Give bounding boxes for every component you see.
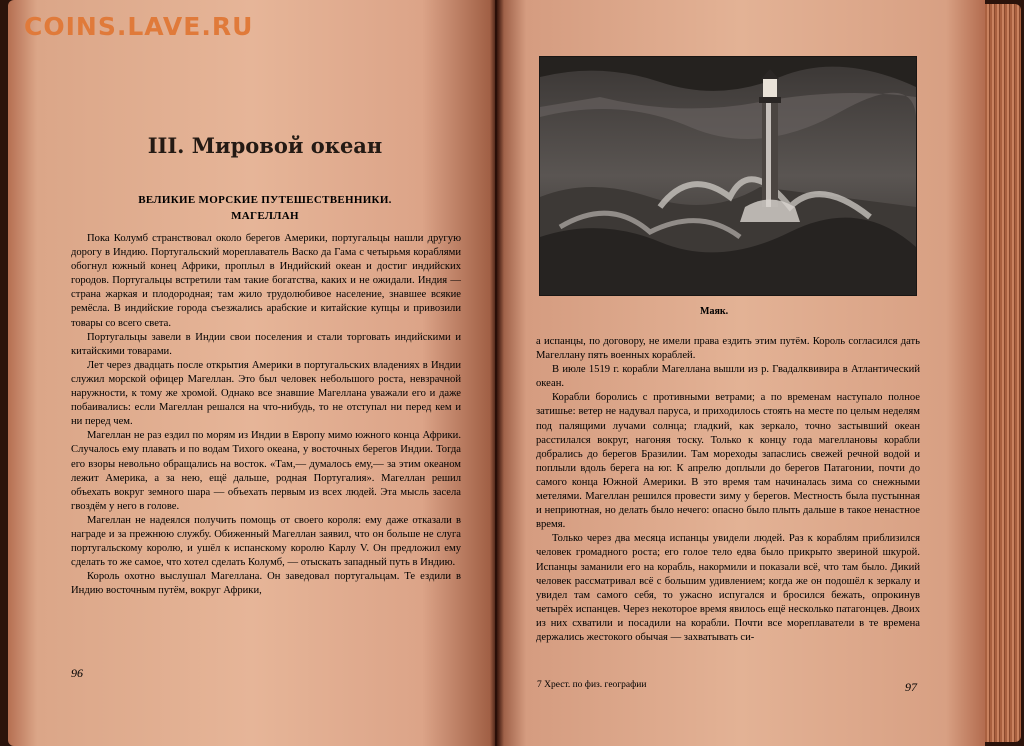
book-gutter <box>490 0 504 746</box>
page-footer: 7 Хрест. по физ. географии <box>537 680 647 690</box>
paragraph: Лет через двадцать после открытия Америки в португальских владениях в Индии служил морской офицер Магеллан. Это был человек небольшого роста, невзрачной наружности, к тому же хромой. Однако все знавшие Магеллана уважали его и даже побаивались: если Магеллан решался на что-нибудь, то не отступал ни перед кем и ни перед чем. <box>71 359 461 428</box>
paragraph: Только через два месяца испанцы увидели людей. Раз к кораблям приблизился человек громадного роста; его голое тело едва было прикрыто звериной шкурой. Испанцы заманили его на корабль, накормили и показали всё, что там было. Дикий человек рассматривал всё с большим удивлением; когда же он подошёл к зеркалу и увидел там самого себя, то ужасно испугался и бросился бежать, опрокинув четырёх испанцев. Через некоторое время явилось ещё несколько патагонцев. Двоих из них схватили и посадили на корабли. Почти все мореплаватели в те времена держались жестокого обычая — захватывать си- <box>536 533 920 643</box>
paragraph: В июле 1519 г. корабли Магеллана вышли из р. Гвадалквивира в Атлантический океан. <box>536 364 920 390</box>
section-title-line1: ВЕЛИКИЕ МОРСКИЕ ПУТЕШЕСТВЕННИКИ. <box>138 194 392 206</box>
watermark: COINS.LAVE.RU <box>24 12 254 41</box>
figure-caption: Маяк. <box>700 306 729 317</box>
right-body-text <box>536 335 920 645</box>
paragraph: Португальцы завели в Индии свои поселения и стали торговать индийскими и китайскими товарами. <box>71 331 461 357</box>
section-title-line2: МАГЕЛЛАН <box>231 210 299 222</box>
page-number-right: 97 <box>905 680 917 694</box>
paragraph: Магеллан не надеялся получить помощь от своего короля: ему даже отказали в награде и за прежнюю службу. Обиженный Магеллан заявил, что он больше не слуга португальскому королю, и ушёл к испанскому королю Карлу V. Он предложил ему сделать то же самое, что хотел сделать Колумб, — отыскать западный путь в Индию. <box>71 514 461 569</box>
page-number-left: 96 <box>71 666 83 680</box>
lighthouse-illustration <box>539 56 917 296</box>
page-edges <box>985 4 1021 742</box>
paragraph: а испанцы, по договору, не имели права ездить этим путём. Король согласился дать Магеллану пять военных кораблей. <box>536 336 920 362</box>
section-title <box>90 192 440 224</box>
left-body-text <box>71 232 461 598</box>
chapter-title: III. Мировой океан <box>147 133 383 158</box>
paragraph: Магеллан не раз ездил по морям из Индии в Европу мимо южного конца Африки. Случалось ему плавать и по водам Тихого океана, у восточных берегов Индии. Тогда его взоры невольно обращались на восток. «Там,— думалось ему,— за этим океаном лежит Америка, а за нею, ещё дальше, родная Португалия». Магеллан решил объехать вокруг земного шара — объехать первым из всех людей. Эта мысль засела гвоздём у него в голове. <box>71 430 461 512</box>
lighthouse-image <box>540 57 916 295</box>
paragraph: Пока Колумб странствовал около берегов Америки, португальцы нашли другую дорогу в Индию. Португальский мореплаватель Васко да Гама с четырьмя кораблями обогнул южный конец Африки, проплыл в Индийский океан и достиг индийских городов. Португальцы встретили там такие богатства, каких и не ожидали. Индия — страна жаркая и плодородная; там жило трудолюбивое население, знавшее всякие ремёсла. В индийские города съезжались арабские и китайские купцы и привозили товары со всего света. <box>71 233 461 329</box>
paragraph: Король охотно выслушал Магеллана. Он заведовал португальцам. Те ездили в Индию восточным путём, вокруг Африки, <box>71 571 461 597</box>
paragraph: Корабли боролись с противными ветрами; а по временам наступало полное затишье: ветер не надувал паруса, и приходилось стоять на месте по целым неделям под палящими лучами солнца; гладкий, как зеркало, точно застывший океан расстилался вокруг, нагоняя тоску. Только к концу года магеллановы корабли добрались до берегов Бразилии. Там мореходы запаслись свежей речной водой и поплыли вдоль берега на юг. К апрелю доплыли до берегов Патагонии, почти до самого конца Южной Америки. В это время там начиналась зима со снежными метелями. Магеллан решился провести зиму у берегов. Местность была пустынная и неприютная, но делать было нечего: опасно было плыть дальше в такое ненастное время. <box>536 392 920 531</box>
